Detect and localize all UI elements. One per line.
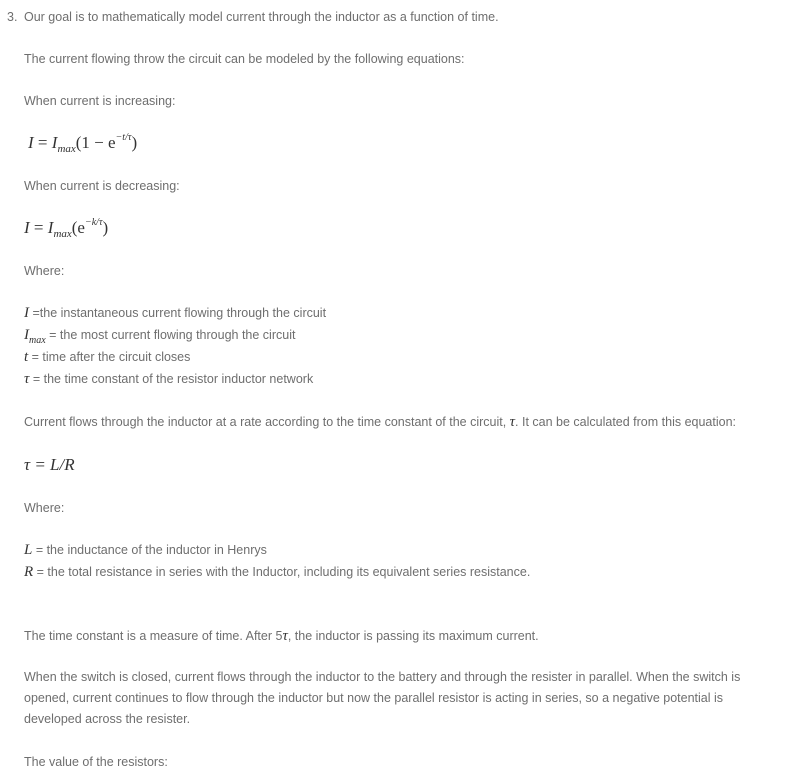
- item-number: 3.: [7, 10, 18, 24]
- def-symbol: I: [24, 327, 29, 343]
- def-symbol: I: [24, 305, 29, 321]
- def-symbol: t: [24, 349, 29, 365]
- increasing-label: When current is increasing:: [24, 94, 176, 108]
- def-text: = time after the circuit closes: [28, 350, 191, 364]
- eq-dec-base: I: [47, 218, 54, 237]
- measure-paragraph: [24, 628, 539, 644]
- eq-dec-sup: −k/τ: [84, 217, 103, 228]
- definition-inductance: [24, 542, 267, 558]
- time-constant-paragraph: [24, 414, 736, 430]
- equation-decreasing: [24, 217, 108, 242]
- definition-max-current: [24, 327, 295, 345]
- eq-inc-lhs: I: [28, 133, 34, 152]
- intro-text: Our goal is to mathematically model current through the inductor as a function of time.: [24, 10, 499, 24]
- eq-dec-sub: max: [53, 228, 72, 240]
- decreasing-label: When current is decreasing:: [24, 179, 180, 193]
- equation-tau: τ = L/R: [24, 455, 75, 474]
- measure-symbol: τ: [282, 628, 288, 644]
- def-symbol: L: [24, 542, 33, 558]
- eq-inc-equals: =: [33, 133, 52, 152]
- where-label-2: Where:: [24, 501, 65, 515]
- equation-increasing: [28, 132, 137, 157]
- eq-dec-body-close: ): [102, 218, 109, 237]
- eq-dec-body-open: (e: [71, 218, 85, 237]
- equations-intro: The current flowing throw the circuit can be modeled by the following equations:: [24, 52, 465, 66]
- def-text: = the most current flowing through the circuit: [45, 328, 296, 342]
- measure-after: , the inductor is passing its maximum current.: [287, 629, 539, 643]
- tc-before: Current flows through the inductor at a rate according to the time constant of the circuit,: [24, 415, 510, 429]
- measure-before: The time constant is a measure of time. After 5: [24, 629, 283, 643]
- eq-dec-equals: =: [29, 218, 48, 237]
- definition-resistance: [24, 564, 530, 580]
- tc-symbol: τ: [509, 414, 516, 430]
- eq-inc-sup: −t/τ: [115, 132, 132, 143]
- definition-tau: [24, 371, 313, 387]
- definition-time: [24, 349, 190, 365]
- switch-paragraph: When the switch is closed, current flows through the inductor to the battery and through the resister in parallel. When the switch is opened, current continues to flow through the inductor but now the parallel resistor is acting in series, so a negative potential is developed across the resister.: [24, 670, 741, 726]
- def-text: =the instantaneous current flowing through the circuit: [29, 306, 327, 320]
- eq-dec-lhs: I: [24, 218, 30, 237]
- def-symbol: R: [24, 564, 34, 580]
- resistors-label: The value of the resistors:: [24, 755, 168, 769]
- where-label-1: Where:: [24, 264, 65, 278]
- def-text: = the time constant of the resistor inductor network: [29, 372, 314, 386]
- eq-inc-body-close: ): [131, 133, 138, 152]
- eq-inc-sub: max: [57, 143, 76, 155]
- tc-after: . It can be calculated from this equation:: [515, 415, 737, 429]
- definition-current: [24, 305, 326, 321]
- def-symbol: τ: [24, 371, 30, 387]
- def-text: = the inductance of the inductor in Henrys: [32, 543, 267, 557]
- def-subscript: max: [29, 335, 46, 346]
- eq-inc-base: I: [51, 133, 58, 152]
- def-text: = the total resistance in series with the Inductor, including its equivalent series resistance.: [33, 565, 531, 579]
- eq-inc-body-open: (1 − e: [75, 133, 116, 152]
